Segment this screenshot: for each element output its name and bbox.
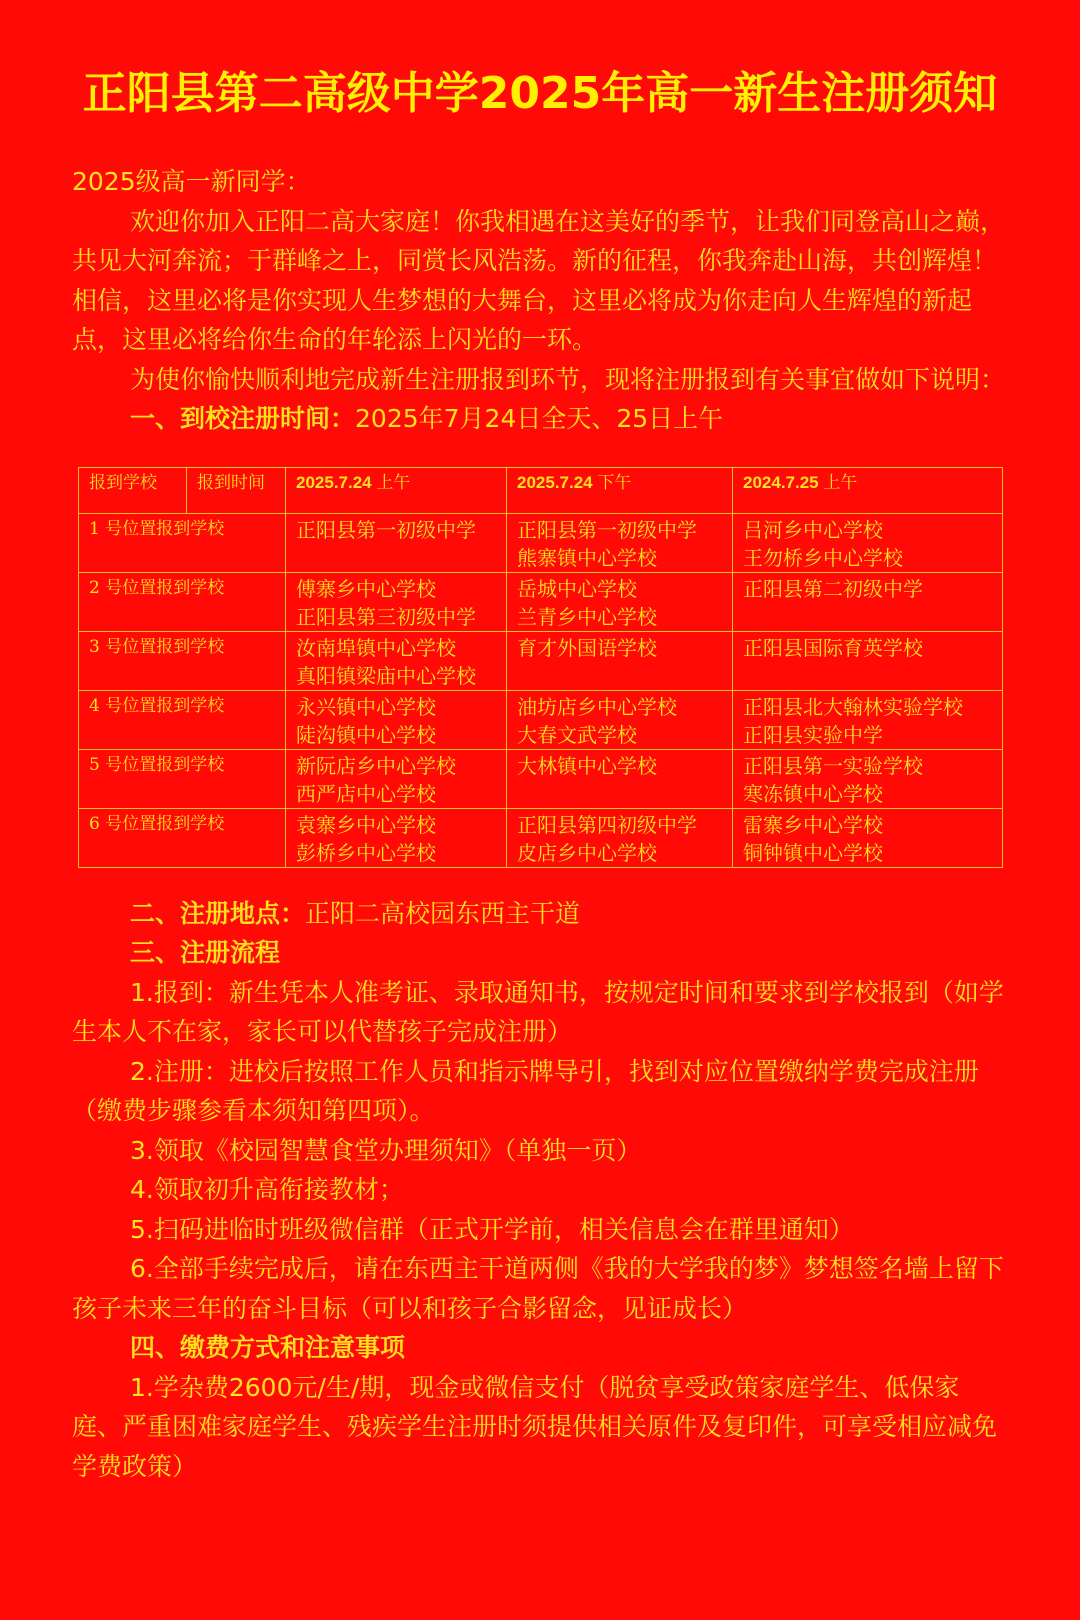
school-name: 正阳县国际育英学校 (743, 635, 923, 660)
school-name: 大林镇中心学校 (517, 753, 657, 778)
school-name: 油坊店乡中心学校 (517, 694, 677, 719)
table-cell (733, 749, 1003, 808)
table-cell (286, 749, 507, 808)
table-row (79, 572, 1003, 631)
row-position: 1 号位置报到学校 (79, 513, 286, 572)
table-cell (286, 513, 507, 572)
process-step: 2.注册：进校后按照工作人员和指示牌导引，找到对应位置缴纳学费完成注册（缴费步骤参看本须知第四项）。 (72, 1056, 979, 1125)
school-name: 雷寨乡中心学校 (743, 812, 883, 837)
row-position: 4 号位置报到学校 (79, 690, 286, 749)
table-cell (507, 808, 733, 867)
school-name: 吕河乡中心学校 (743, 517, 883, 542)
process-step: 6.全部手续完成后，请在东西主干道两侧《我的大学我的梦》梦想签名墙上留下孩子未来三年的奋斗目标（可以和孩子合影留念，见证成长） (72, 1254, 1004, 1323)
post-table-content (72, 894, 1008, 1487)
table-row (79, 513, 1003, 572)
table-row (79, 749, 1003, 808)
section2-value: 正阳二高校园东西主干道 (305, 898, 581, 928)
table-cell (286, 690, 507, 749)
school-name: 正阳县实验中学 (743, 722, 883, 747)
school-name: 岳城中心学校 (517, 576, 637, 601)
section2-label: 二、注册地点 (130, 898, 281, 928)
table-row (79, 808, 1003, 867)
school-name: 王勿桥乡中心学校 (743, 545, 903, 570)
table-row (79, 631, 1003, 690)
school-name: 大春文武学校 (517, 722, 637, 747)
section4-heading (72, 1328, 1008, 1368)
row-position: 5 号位置报到学校 (79, 749, 286, 808)
header-date-1-date: 2025.7.24 (296, 472, 372, 492)
process-step: 1.报到：新生凭本人准考证、录取通知书，按规定时间和要求到学校报到（如学生本人不在家，家长可以代替孩子完成注册） (72, 977, 1004, 1046)
table-cell (733, 808, 1003, 867)
table-cell (733, 690, 1003, 749)
section2-colon: ： (280, 898, 306, 928)
school-name: 彭桥乡中心学校 (296, 840, 436, 865)
school-name: 袁寨乡中心学校 (296, 812, 436, 837)
school-name: 正阳县第一初级中学 (296, 517, 476, 542)
school-name: 正阳县第一实验学校 (743, 753, 923, 778)
school-name: 正阳县第三初级中学 (296, 604, 476, 629)
section1-value: 2025年7月24日全天、25日上午 (355, 404, 724, 433)
section1-registration-time (72, 399, 1008, 439)
header-date-3-ampm: 上午 (823, 472, 858, 492)
school-name: 育才外国语学校 (517, 635, 657, 660)
section2-registration-location (72, 894, 1008, 934)
section1-label: 一、到校注册时间 (130, 404, 331, 433)
schedule-table (78, 467, 1003, 868)
header-date-2-date: 2025.7.24 (517, 472, 593, 492)
school-name: 正阳县第二初级中学 (743, 576, 923, 601)
school-name: 兰青乡中心学校 (517, 604, 657, 629)
school-name: 真阳镇梁庙中心学校 (296, 663, 476, 688)
table-cell (286, 631, 507, 690)
process-step: 4.领取初升高衔接教材； (130, 1175, 404, 1204)
school-name: 正阳县第一初级中学 (517, 517, 697, 542)
table-cell (507, 513, 733, 572)
process-step: 3.领取《校园智慧食堂办理须知》（单独一页） (130, 1135, 642, 1165)
payment-item: 1.学杂费2600元/生/期，现金或微信支付（脱贫享受政策家庭学生、低保家庭、严重困难家庭学生、残疾学生注册时须提供相关原件及复印件，可享受相应减免学费政策） (72, 1372, 998, 1481)
table-cell (733, 513, 1003, 572)
process-step: 5.扫码进临时班级微信群（正式开学前，相关信息会在群里通知） (130, 1214, 854, 1244)
table-cell (507, 690, 733, 749)
school-name: 皮店乡中心学校 (517, 840, 657, 865)
section4-label: 四、缴费方式和注意事项 (130, 1333, 406, 1362)
header-school: 报到学校 (79, 467, 187, 513)
header-date-2 (507, 467, 733, 513)
header-date-1 (286, 467, 507, 513)
school-name: 铜钟镇中心学校 (743, 840, 883, 865)
page-title: 正阳县第二高级中学2025年高一新生注册须知 (82, 68, 998, 119)
school-name: 新阮店乡中心学校 (296, 753, 456, 778)
header-date-2-ampm: 下午 (597, 472, 632, 492)
table-cell (507, 749, 733, 808)
header-date-1-ampm: 上午 (376, 472, 411, 492)
table-row (79, 690, 1003, 749)
greeting: 2025级高一新同学： (72, 167, 311, 196)
row-position: 3 号位置报到学校 (79, 631, 286, 690)
header-time: 报到时间 (187, 467, 286, 513)
section1-colon: ： (330, 404, 356, 433)
table-cell (507, 631, 733, 690)
school-name: 西严店中心学校 (296, 781, 436, 806)
row-position: 2 号位置报到学校 (79, 572, 286, 631)
section3-heading (72, 933, 1008, 973)
header-date-3-date: 2024.7.25 (743, 472, 819, 492)
schedule-table-wrap (78, 467, 1002, 868)
table-cell (733, 572, 1003, 631)
table-cell (286, 808, 507, 867)
school-name: 正阳县北大翰林实验学校 (743, 694, 963, 719)
school-name: 傅寨乡中心学校 (296, 576, 436, 601)
welcome-paragraph: 欢迎你加入正阳二高大家庭！你我相遇在这美好的季节，让我们同登高山之巅，共见大河奔流；于群峰之上，同赏长风浩荡。新的征程，你我奔赴山海，共创辉煌！相信，这里必将是你实现人生梦想的大舞台，这里必将成为你走向人生辉煌的新起点，这里必将给你生命的年轮添上闪光的一环。 (72, 206, 1006, 354)
school-name: 寒冻镇中心学校 (743, 781, 883, 806)
intro-paragraph: 为使你愉快顺利地完成新生注册报到环节，现将注册报到有关事宜做如下说明： (130, 364, 1006, 394)
row-position: 6 号位置报到学校 (79, 808, 286, 867)
school-name: 汝南埠镇中心学校 (296, 635, 456, 660)
table-cell (733, 631, 1003, 690)
school-name: 熊寨镇中心学校 (517, 545, 657, 570)
school-name: 永兴镇中心学校 (296, 694, 436, 719)
header-date-3 (733, 467, 1003, 513)
table-header-row (79, 467, 1003, 513)
school-name: 正阳县第四初级中学 (517, 812, 697, 837)
school-name: 陡沟镇中心学校 (296, 722, 436, 747)
table-cell (507, 572, 733, 631)
section3-label: 三、注册流程 (130, 938, 281, 967)
table-cell (286, 572, 507, 631)
